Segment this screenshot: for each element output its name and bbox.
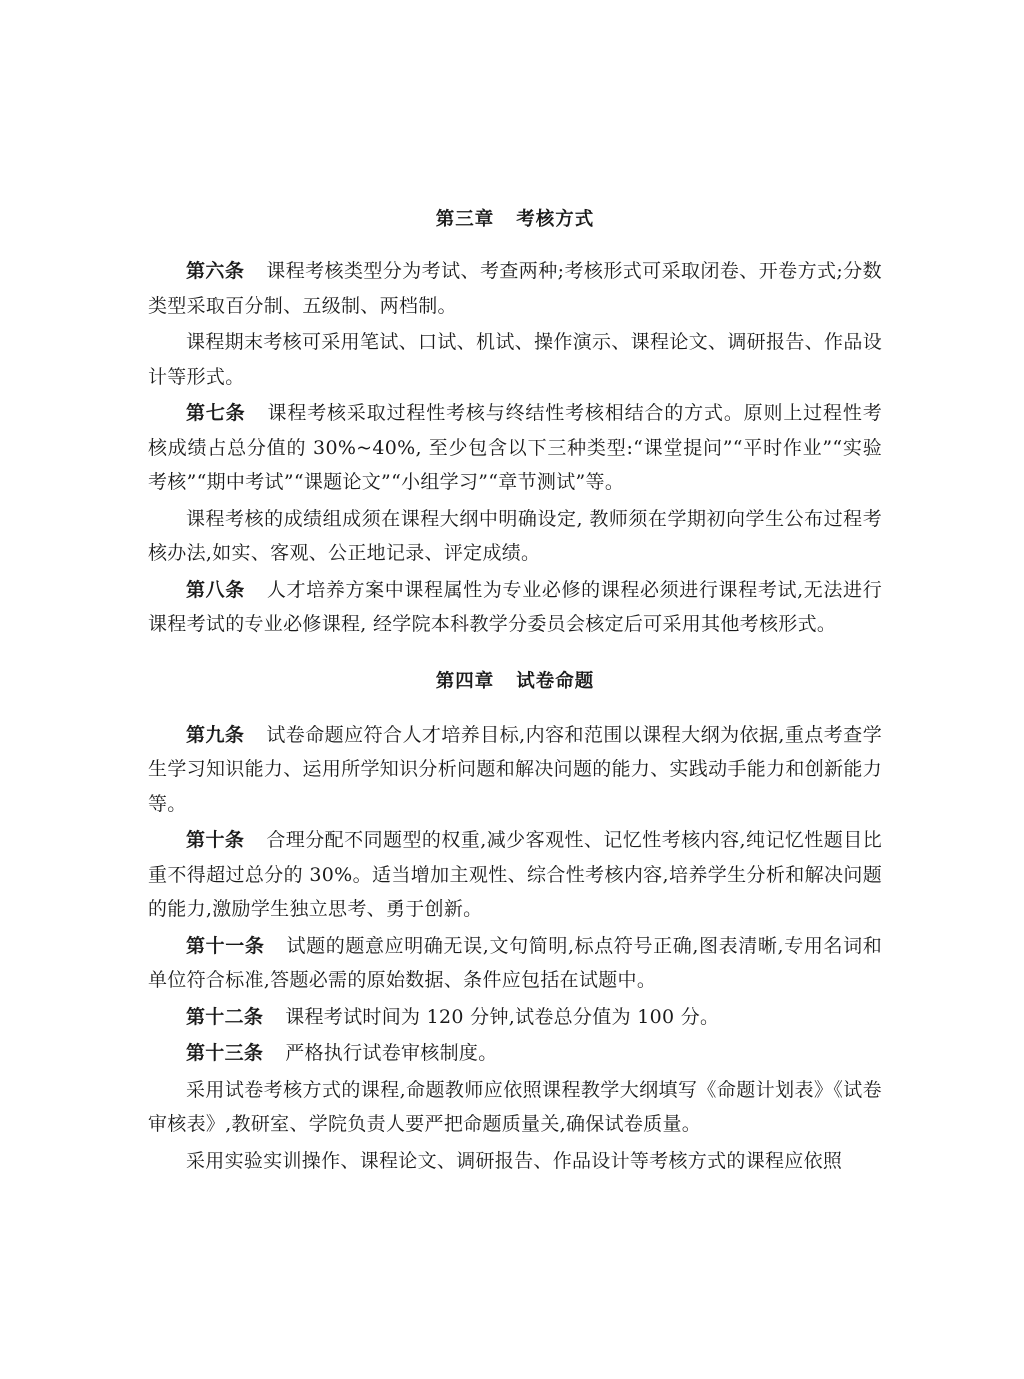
article-label: 第十一条 [186, 934, 265, 957]
article-paragraph [148, 718, 882, 822]
article-paragraph [148, 1000, 882, 1035]
article-text: 课程考试时间为 120 分钟,试卷总分值为 100 分。 [285, 1005, 720, 1028]
paragraph [148, 325, 882, 394]
paragraph-text: 课程考核的成绩组成须在课程大纲中明确设定, 教师须在学期初向学生公布过程考核办法,如实、客观、公正地记录、评定成绩。 [148, 507, 882, 564]
chapter-title: 试卷命题 [516, 670, 595, 692]
paragraph-text: 采用试卷考核方式的课程,命题教师应依照课程教学大纲填写《命题计划表》《试卷审核表》,教研室、学院负责人要严把命题质量关,确保试卷质量。 [148, 1078, 882, 1135]
article-paragraph [148, 573, 882, 642]
chapter-number: 第三章 [435, 209, 495, 230]
article-text: 试题的题意应明确无误,文句简明,标点符号正确,图表清晰,专用名词和单位符合标准,答题必需的原始数据、条件应包括在试题中。 [148, 934, 883, 991]
paragraph [148, 1073, 882, 1142]
paragraph [148, 502, 882, 571]
article-text: 课程考核类型分为考试、考查两种;考核形式可采取闭卷、开卷方式;分数类型采取百分制、五级制、两档制。 [148, 260, 882, 317]
chapter-number: 第四章 [435, 670, 495, 692]
chapter-heading [148, 200, 882, 240]
article-paragraph [148, 929, 882, 998]
article-text: 试卷命题应符合人才培养目标,内容和范围以课程大纲为依据,重点考查学生学习知识能力、运用所学知识分析问题和解决问题的能力、实践动手能力和创新能力等。 [148, 723, 882, 815]
article-text: 人才培养方案中课程属性为专业必修的课程必须进行课程考试,无法进行课程考试的专业必修课程, 经学院本科教学分委员会核定后可采用其他考核形式。 [148, 578, 882, 635]
article-label: 第十二条 [186, 1005, 264, 1028]
paragraph [148, 1144, 882, 1179]
chapter-title: 考核方式 [516, 209, 595, 230]
document-page [148, 200, 882, 1180]
article-paragraph [148, 254, 882, 323]
article-paragraph [148, 823, 882, 927]
article-text: 严格执行试卷审核制度。 [285, 1042, 498, 1064]
article-label: 第十条 [186, 829, 245, 851]
article-text: 合理分配不同题型的权重,减少客观性、记忆性考核内容,纯记忆性题目比重不得超过总分的 30%。适当增加主观性、综合性考核内容,培养学生分析和解决问题的能力,激励学生独立思考、勇于创新。 [148, 829, 882, 920]
paragraph-text: 课程期末考核可采用笔试、口试、机试、操作演示、课程论文、调研报告、作品设计等形式。 [148, 331, 882, 388]
article-label: 第十三条 [186, 1042, 264, 1064]
article-label: 第六条 [186, 260, 245, 282]
article-label: 第八条 [186, 578, 245, 601]
article-label: 第九条 [186, 723, 245, 746]
article-text: 课程考核采取过程性考核与终结性考核相结合的方式。原则上过程性考核成绩占总分值的 30%~40%, 至少包含以下三种类型:“课堂提问”“平时作业”“实验考核”“期中考试”“课题论文”“小组学习”“章节测试”等。 [148, 402, 882, 493]
chapter-heading [148, 662, 882, 702]
article-paragraph [148, 1036, 882, 1071]
article-paragraph [148, 396, 882, 500]
paragraph-text: 采用实验实训操作、课程论文、调研报告、作品设计等考核方式的课程应依照 [186, 1149, 843, 1172]
article-label: 第七条 [186, 402, 246, 424]
